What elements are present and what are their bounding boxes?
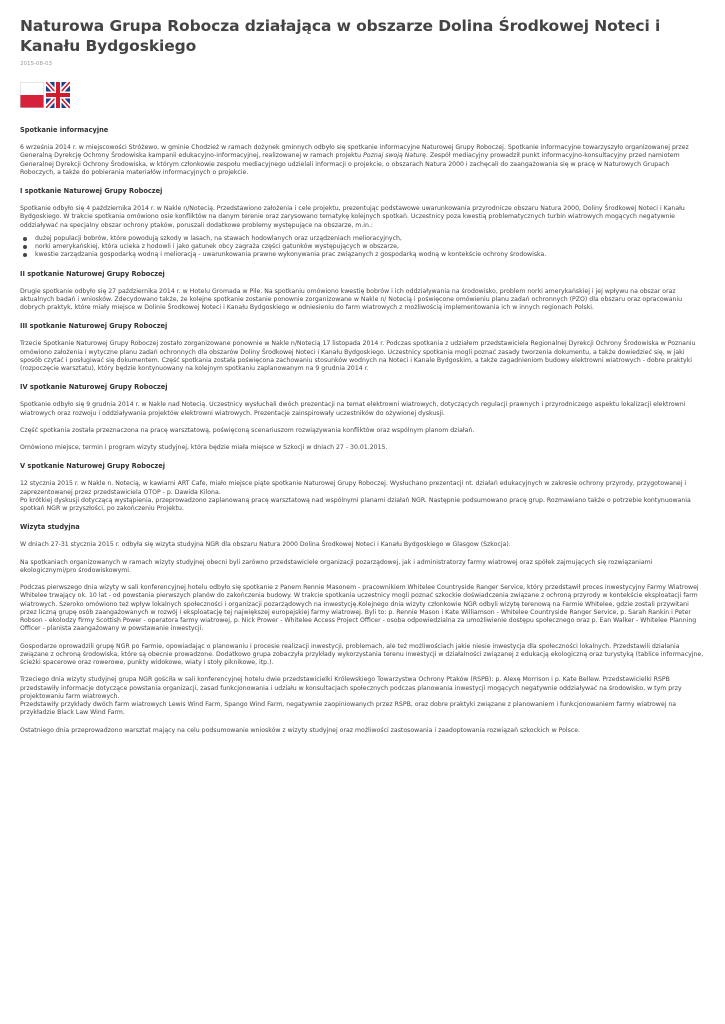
paragraph: Na spotkaniach organizowanych w ramach wizyty studyjnej obecni byli zarówno przedstawiciele organizacji pozarządowej, jak i administratorzy farmy wiatrowej oraz spółek zajmujących się rozwiązaniami ekologicznymi/pro środowiskowymi. (20, 558, 653, 574)
paragraph: Ostatniego dnia przeprowadzono warsztat mający na celu podsumowanie wniosków z wizyty studyjnej oraz możliwości zastosowania i zaadoptowania rozwiązań szkockich w Polsce. (20, 726, 581, 734)
publish-date: 2015-08-03 (20, 61, 52, 67)
paragraph: Omówiono miejsce, termin i program wizyty studyjnej, która będzie miała miejsce w Szkocji w dniach 27 - 30.01.2015. (20, 444, 388, 451)
paragraph: 12 stycznia 2015 r. w Nakle n. Notecią, w kawiarni ART Cafe, miało miejsce piąte spotkanie Naturowej Grupy Roboczej. Wysłuchano prezentacji nt. działań edukacyjnych w zakresie ochrony przyrody, przygotowanej i zaprezentowanej przez przedstawiciela OTOP - p. Dawida Kilona. (20, 480, 687, 496)
paragraph: Część spotkania została przeznaczona na pracę warsztatową, poświęconą scenariuszom rozwiązywania konfliktów oraz wspólnym planom działań. (20, 426, 475, 434)
paragraph: Spotkanie odbyło się 9 grudnia 2014 r. w Nakle nad Notecią. Uczestnicy wysłuchali dwóch prezentacji na temat elektrowni wiatrowych, dotyczących regulacji prawnych i przyrodniczego aspektu lokalizacji elektrowni wiatrowych oraz rozwoju i oddziaływania projektów elektrowni wiatrowych. Prezentacje zainspirowały uczestników do ożywionej dyskusji. (20, 401, 686, 417)
section-heading: Spotkanie informacyjne (20, 126, 109, 134)
paragraph: Przedstawiły przykłady dwóch farm wiatrowych Lewis Wind Farm, Spango Wind Farm, negatywnie zaopiniowanych przez RSPB, oraz dobre praktyki związane z planowaniem i funkcjonowaniem farmy wiatrowej na przykładzie Black Law Wind Farm. (20, 701, 677, 717)
issue-list (20, 235, 705, 260)
section-heading: I spotkanie Naturowej Grupy Roboczej (20, 187, 163, 195)
section-heading: III spotkanie Naturowej Grupy Roboczej (20, 322, 168, 331)
section-heading: IV spotkanie Naturowej Grupy Roboczej (20, 383, 168, 392)
paragraph: Spotkanie odbyło się 4 października 2014 r. w Nakle n/Notecią. Przedstawiono założenia i cele projektu, prezentując podstawowe uwarunkowania przyrodnicze obszaru Natura 2000, Doliny Środkowej Noteci i Kanału Bydgoskiego. W trakcie spotkania omówiono osie konfliktów na danym terenie oraz zarysowano tematykę kolejnych spotkań. Uczestnicy poza kwestią problematycznych turbin wiatrowych mogących negatywnie oddziaływać na specjalny obszar ochrony ptaków, poruszali dodatkowe problemy występujące na obszarze, m.in.: (20, 205, 685, 229)
section-heading: Wizyta studyjna (20, 523, 80, 532)
list-item: kwestie zarządzania gospodarką wodną i melioracją - uwarunkowania prawne wykonywania prac związanych z gospodarką wodną w kontekście ochrony środowiska. (35, 251, 705, 259)
project-name: Poznaj swoją Naturę (363, 152, 426, 160)
flag-uk-icon[interactable] (46, 82, 70, 108)
paragraph: Trzecie Spotkanie Naturowej Grupy Roboczej zostało zorganizowane ponownie w Nakle n/Notecią 17 listopada 2014 r. Podczas spotkania z udziałem przedstawiciela Regionalnej Dyrekcji Ochrony Środowiska w Poznaniu omówiono założenia i wytyczne planu zadań ochronnych dla obszarów Doliny Środkowej Noteci i Kanału Bydgoskiego. Uczestnicy spotkania mogli poznać zasady tworzenia dokumentu, a także dowiedzieć się, w jaki sposób czytać i posługiwać się dokumentem. Część spotkania została poświęcona zachowaniu stosunków wodnych na Noteci i Kanale Bydgoskim, a także zagadnieniom budowy elektrowni wiatrowych - dobre praktyki (rozpoczęcie warsztatu), który będzie kontynuowany na kolejnym spotkaniu zaplanowanym na 9 grudnia 2014 r. (20, 340, 696, 372)
page-title: Naturowa Grupa Robocza działająca w obszarze Dolina Środkowej Noteci i Kanału Bydgoskiego (20, 17, 661, 55)
language-switcher (20, 82, 705, 108)
paragraph: Podczas pierwszego dnia wizyty w sali konferencyjnej hotelu odbyło się spotkanie z Panem Rennie Masonem - pracownikiem Whitelee Countryside Ranger Service, który przedstawił proces inwestycyjny Farmy Wiatrowej Whitelee trwający ok. 10 lat - od powstania pierwszych planów do zakończenia budowy. W trakcie spotkania uczestnicy mogli poznać szkockie doświadczenia związane z ochroną przyrody w kontekście eksploatacji farm wiatrowych. Szeroko omówiono też wpływ lokalnych społeczności i organizacji pozarządowych na inwestycję.Kolejnego dnia wizyty członkowie NGR odbyli wizytę terenową na Farmie Whitelee, gdzie zostali przywitani przez liczną grupę osób zaangażowanych w rozwój i eksploatację tej największej europejskiej farmy wiatrowej. Byli to: p. Rennie Mason i Kate Williamson - Whitelee Countryside Ranger Service, p. Sarah Rankin i Peter Robson - ekolodzy firmy Scottish Power - operatora farmy wiatrowej, p. Nick Prower - Whitelee Access Project Officer - osoba odpowiedzialna za umożliwienie dostępu społecznego oraz p. Ean Walker - Whitelee Planning Officer - planista zaangażowany w powstawanie inwestycji. (20, 584, 699, 633)
article-content (20, 116, 705, 735)
list-item: dużej populacji bobrów, które powodują szkody w lasach, na stawach hodowlanych oraz urządzeniach melioracyjnych, (35, 235, 705, 243)
paragraph: Trzeciego dnia wizyty studyjnej grupa NGR gościła w sali konferencyjnej hotelu dwie przedstawicielki Królewskiego Towarzystwa Ochrony Ptaków (RSPB): p. Alexę Morrison i p. Kate Bellew. Przedstawicielki RSPB przedstawiły informacje dotyczące powstania organizacji, zasad funkcjonowania i udziału w konsultacjach społecznych podczas planowania inwestycji mogących negatywnie oddziaływać na środowisko, w tym przy projektowaniu farm wiatrowych. (20, 676, 682, 700)
list-item: norki amerykańskiej, która ucieka z hodowli i jako gatunek obcy zagraża części gatunków występujących w obszarze, (35, 243, 705, 251)
paragraph: W dniach 27-31 stycznia 2015 r. odbyła się wizyta studyjna NGR dla obszaru Natura 2000 Dolina Środkowej Noteci i Kanału Bydgoskiego w Glasgow (Szkocja). (20, 541, 511, 549)
paragraph: Po krótkiej dyskusji dotyczącą wystąpienia, przeprowadzono zaplanowaną pracę warsztatową nad wspólnymi planami działań NGR. Następnie podsumowano pracę grup. Rozmawiano także o potrzebie kontynuowania spotkań NGR w przyszłości, po zakończeniu Projektu. (20, 496, 691, 512)
paragraph: Gospodarze oprowadzili grupę NGR po Farmie, opowiadając o planowaniu i procesie realizacji inwestycji, problemach, ale też możliwościach jakie niesie inwestycja dla społeczności lokalnych. Przedstawili działania związane z ochroną środowiska, które są obecnie prowadzone. Dodatkowo grupa zobaczyła przykłady wykorzystania terenu inwestycji w działalności związanej z edukacją ekologiczną oraz turystyką (tablice informacyjne, ścieżki spacerowe oraz rowerowe, punkty widokowe, wiaty i stoły piknikowe, itp.). (20, 642, 704, 666)
paragraph: 6 września 2014 r. w miejscowości Stróżewo, w gminie Chodzież w ramach dożynek gminnych odbyło się spotkanie informacyjne Naturowej Grupy Roboczej. Spotkanie informacyjne towarzyszyło organizowanej przez Generalną Dyrekcję Ochrony Środowiska kampanii edukacyjno-informacyjnej, realizowanej w ramach projektu Poznaj swoją Naturę. Zespół mediacyjny prowadził punkt informacyjno-konsultacyjny przed namiotem Generalnej Dyrekcji Ochrony Środowiska, w którym członkowie zespołu mediacyjnego udzielali informacji o projekcie, o obszarach Natura 2000 i zachęcali do zaangażowania się w pracę w Naturowych Grupach Roboczych, a także do pobierania materiałów informacyjnych o projekcie. (20, 144, 689, 176)
section-heading: V spotkanie Naturowej Grupy Roboczej (20, 462, 166, 471)
paragraph: Drugie spotkanie odbyło się 27 października 2014 r. w Hotelu Gromada w Pile. Na spotkaniu omówiono kwestię bobrów i ich oddziaływania na środowisko, problem norki amerykańskiej i jej wpływu na obszar oraz aktualnych badań i wniosków. Zdecydowano także, że kolejne spotkanie zostanie ponownie zorganizowane w Nakle n/ Notecią i poświęcone omówieniu planu zadań ochronnych (PZO) dla obszaru oraz opracowaniu dobrych praktyk, które miały miejsce w Dolinie Środkowej Noteci i Kanału Bydgoskiego w odniesieniu do farm wiatrowych z możliwością implementowania ich w innych regionach Polski. (20, 287, 683, 311)
flag-poland-icon[interactable] (20, 82, 44, 108)
section-heading: II spotkanie Naturowej Grupy Roboczej (20, 269, 165, 278)
